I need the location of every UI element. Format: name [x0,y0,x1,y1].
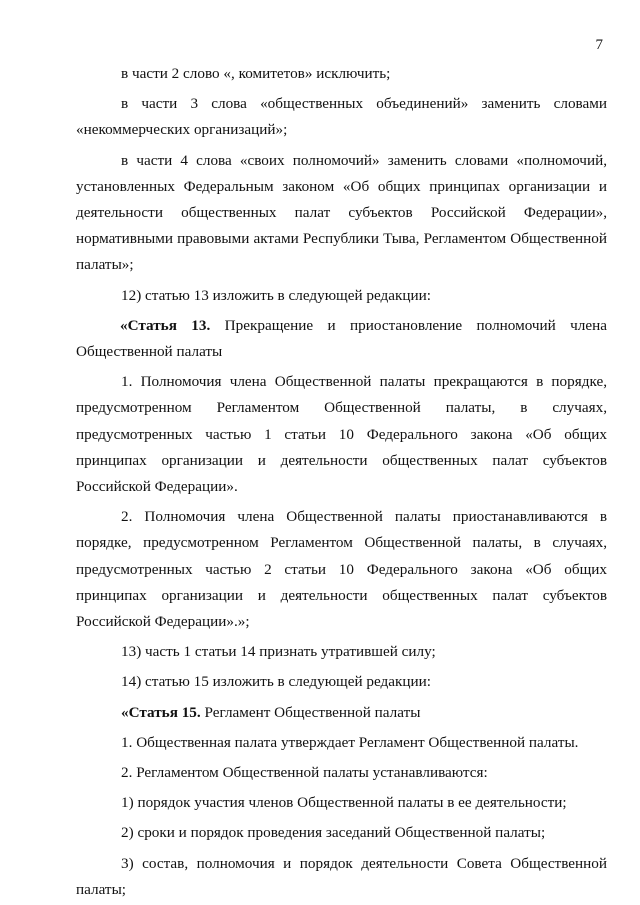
article-13-title: Прекращение и приостановление полномочий члена Общественной палаты [76,316,607,361]
article-15-heading [76,700,607,726]
paragraph-text: в части 4 слова «своих полномочий» заменить словами «полномочий, установленных Федеральным законом «Об общих принципах организации и деятельности общественных палат субъектов Российской Федерации», нормативными правовыми актами Республики Тыва, Регламентом Общественной палаты»; [76,151,607,274]
article-13-part1 [76,369,607,500]
article-13-heading [76,313,607,365]
article-15-item1 [76,790,607,816]
article-15-part2 [76,760,607,786]
paragraph-text: 12) статью 13 изложить в следующей редакции: [121,286,431,304]
paragraph-text: 1) порядок участия членов Общественной палаты в ее деятельности; [121,794,567,812]
paragraph-text: в части 2 слово «, комитетов» исключить; [121,65,391,82]
paragraph-item-12 [76,283,607,309]
paragraph-item-14 [76,669,607,695]
paragraph-item-13 [76,639,607,665]
article-13-part2 [76,504,607,635]
article-15-part1 [76,730,607,756]
paragraph-text: 1. Полномочия члена Общественной палаты прекращаются в порядке, предусмотренном Регламентом Общественной палаты, в случаях, предусмотренных частью 1 статьи 10 Федерального закона «Об общих принципах организации и деятельности общественных палат субъектов Российской Федерации». [76,373,607,496]
article-15-item2 [76,820,607,846]
paragraph-text: 2) сроки и порядок проведения заседаний Общественной палаты; [121,824,546,842]
paragraph-text: 2. Полномочия члена Общественной палаты приостанавливаются в порядке, предусмотренном Регламентом Общественной палаты, в случаях, предусмотренных частью 2 статьи 10 Федерального закона «Об общих принципах организации и деятельности общественных палат субъектов Российской Федерации».»; [76,508,607,631]
article-15-item3 [76,851,607,903]
paragraph-text: 13) часть 1 статьи 14 признать утратившей силу; [121,643,436,661]
paragraph-text: 1. Общественная палата утверждает Регламент Общественной палаты. [121,733,579,751]
article-13-number: «Статья 13. [120,316,211,334]
article-15-number: «Статья 15. [121,703,201,721]
paragraph-part2-amendment [76,61,607,87]
article-15-title: Регламент Общественной палаты [200,703,421,721]
paragraph-part3-amendment [76,91,607,143]
paragraph-text: в части 3 слова «общественных объединений» заменить словами «некоммерческих организаций»; [76,95,607,139]
paragraph-text: 14) статью 15 изложить в следующей редакции: [121,673,431,691]
page-number: 7 [595,37,603,53]
paragraph-text: 3) состав, полномочия и порядок деятельности Совета Общественной палаты; [76,854,607,898]
document-body [76,61,607,903]
paragraph-part4-amendment [76,148,607,279]
paragraph-text: 2. Регламентом Общественной палаты устанавливаются: [121,764,488,782]
